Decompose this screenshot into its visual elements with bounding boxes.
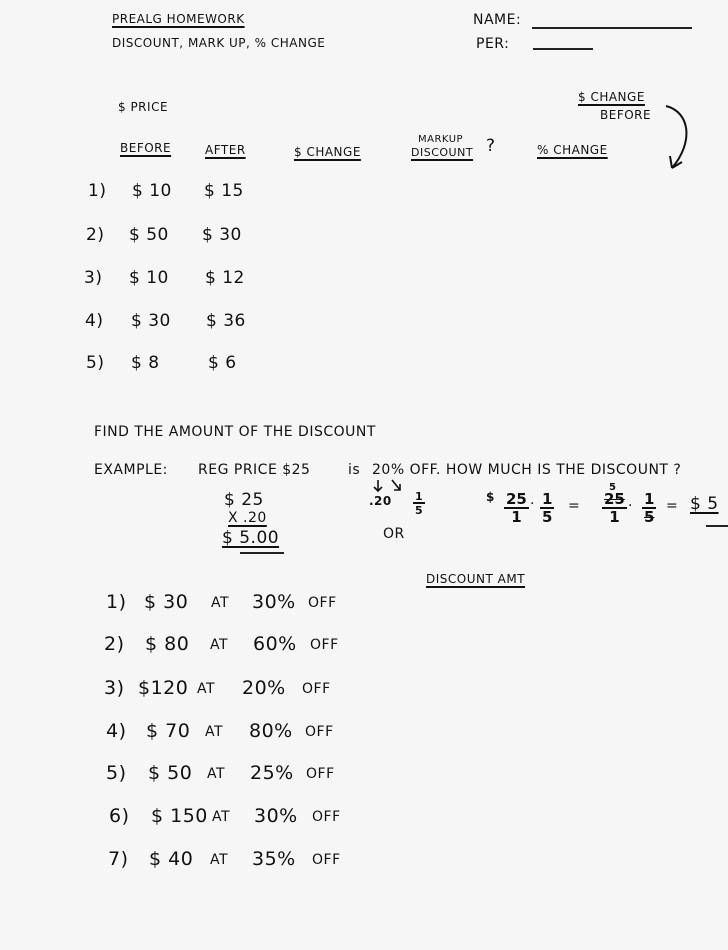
problem-percent: 80%: [249, 720, 293, 742]
problem-number: 1): [106, 591, 127, 613]
curved-arrow-icon: [660, 102, 696, 174]
fraction-1-over-5-cancelled: [642, 492, 656, 525]
example-statement-price: REG PRICE $25: [198, 462, 311, 478]
fraction-numerator: 25: [506, 490, 527, 508]
problem-off: OFF: [305, 724, 334, 740]
problem-off: OFF: [312, 852, 341, 868]
problem-number: 5): [106, 762, 127, 784]
arrows-icon: [370, 479, 410, 495]
fraction-numerator: 1: [542, 490, 553, 508]
problem-price: $ 30: [144, 591, 189, 613]
fraction-denominator: 1: [609, 508, 620, 526]
or-label: OR: [383, 526, 405, 542]
price-group-label: $ PRICE: [118, 100, 169, 114]
fraction-one-fifth: [413, 491, 425, 516]
fraction-numerator: 25: [604, 490, 625, 508]
example-answer: $ 5: [690, 494, 719, 514]
row-number: 4): [85, 311, 104, 331]
problem-off: OFF: [310, 637, 339, 653]
price-after: $ 30: [202, 225, 242, 245]
problem-percent: 60%: [253, 633, 297, 655]
price-after: $ 6: [208, 353, 237, 373]
column-header-before: BEFORE: [120, 141, 172, 155]
problem-number: 2): [104, 633, 125, 655]
calc-line-1: $ 25: [224, 490, 264, 510]
dollar-sign: $: [486, 490, 495, 504]
period-label: PER:: [476, 36, 510, 52]
double-underline: [706, 525, 728, 527]
problem-number: 7): [108, 848, 129, 870]
fraction-numerator: 1: [415, 490, 423, 503]
formula-denominator: BEFORE: [600, 108, 652, 122]
example-statement-question: 20% OFF. HOW MUCH IS THE DISCOUNT ?: [372, 462, 682, 478]
dot-operator: ·: [628, 498, 633, 514]
discount-label: DISCOUNT: [411, 146, 474, 159]
example-statement-is: is: [348, 462, 361, 478]
column-header-percent-change: % CHANGE: [537, 143, 608, 157]
name-field[interactable]: [532, 27, 692, 29]
price-before: $ 10: [129, 268, 169, 288]
price-after: $ 12: [205, 268, 245, 288]
problem-at: AT: [210, 637, 229, 653]
dot-operator: ·: [530, 496, 535, 512]
column-header-dollar-change: $ CHANGE: [294, 145, 361, 159]
question-mark: ?: [486, 136, 496, 156]
calc-line-2: X .20: [228, 510, 267, 526]
column-header-after: AFTER: [205, 143, 246, 157]
price-before: $ 50: [129, 225, 169, 245]
fraction-1-over-5: [540, 492, 554, 525]
problem-price: $ 70: [146, 720, 191, 742]
problem-off: OFF: [308, 595, 337, 611]
period-field[interactable]: [533, 48, 593, 50]
discount-amount-column-header: DISCOUNT AMT: [426, 572, 526, 586]
fraction-numerator: 1: [644, 490, 655, 508]
problem-at: AT: [205, 724, 224, 740]
problem-number: 4): [106, 720, 127, 742]
problem-number: 6): [109, 805, 130, 827]
problem-price: $ 80: [145, 633, 190, 655]
name-label: NAME:: [473, 12, 522, 28]
fraction-25-over-1: [504, 492, 529, 525]
problem-at: AT: [197, 681, 216, 697]
problem-price: $ 150: [151, 805, 208, 827]
problem-price: $ 40: [149, 848, 194, 870]
section-heading: FIND THE AMOUNT OF THE DISCOUNT: [94, 424, 376, 440]
problem-off: OFF: [312, 809, 341, 825]
row-number: 2): [86, 225, 105, 245]
fraction-denominator: 5: [415, 504, 423, 517]
double-underline: [240, 552, 284, 554]
formula-numerator: $ CHANGE: [578, 90, 645, 104]
worksheet-subtitle: DISCOUNT, MARK UP, % CHANGE: [112, 36, 326, 50]
fraction-denominator: 5: [644, 508, 655, 526]
fraction-denominator: 5: [542, 508, 553, 526]
decimal-value: .20: [369, 494, 392, 508]
equals-sign: =: [568, 498, 581, 514]
price-before: $ 30: [131, 311, 171, 331]
row-number: 1): [88, 181, 107, 201]
problem-percent: 20%: [242, 677, 286, 699]
cancelled-top: 5: [609, 482, 617, 493]
problem-at: AT: [211, 595, 230, 611]
problem-price: $ 50: [148, 762, 193, 784]
calc-result: $ 5.00: [222, 528, 280, 548]
price-after: $ 36: [206, 311, 246, 331]
problem-off: OFF: [306, 766, 335, 782]
problem-percent: 25%: [250, 762, 294, 784]
equals-sign: =: [666, 498, 679, 514]
problem-at: AT: [212, 809, 231, 825]
problem-off: OFF: [302, 681, 331, 697]
fraction-25-over-1-cancelled: [602, 492, 627, 525]
row-number: 5): [86, 353, 105, 373]
problem-at: AT: [210, 852, 229, 868]
problem-at: AT: [207, 766, 226, 782]
problem-percent: 30%: [254, 805, 298, 827]
problem-number: 3): [104, 677, 125, 699]
markup-label: MARKUP: [418, 134, 464, 145]
problem-price: $120: [138, 677, 189, 699]
row-number: 3): [84, 268, 103, 288]
problem-percent: 35%: [252, 848, 296, 870]
price-after: $ 15: [204, 181, 244, 201]
problem-percent: 30%: [252, 591, 296, 613]
worksheet-title: PREALG HOMEWORK: [112, 12, 245, 26]
price-before: $ 10: [132, 181, 172, 201]
fraction-denominator: 1: [511, 508, 522, 526]
example-label: EXAMPLE:: [94, 462, 168, 478]
price-before: $ 8: [131, 353, 160, 373]
